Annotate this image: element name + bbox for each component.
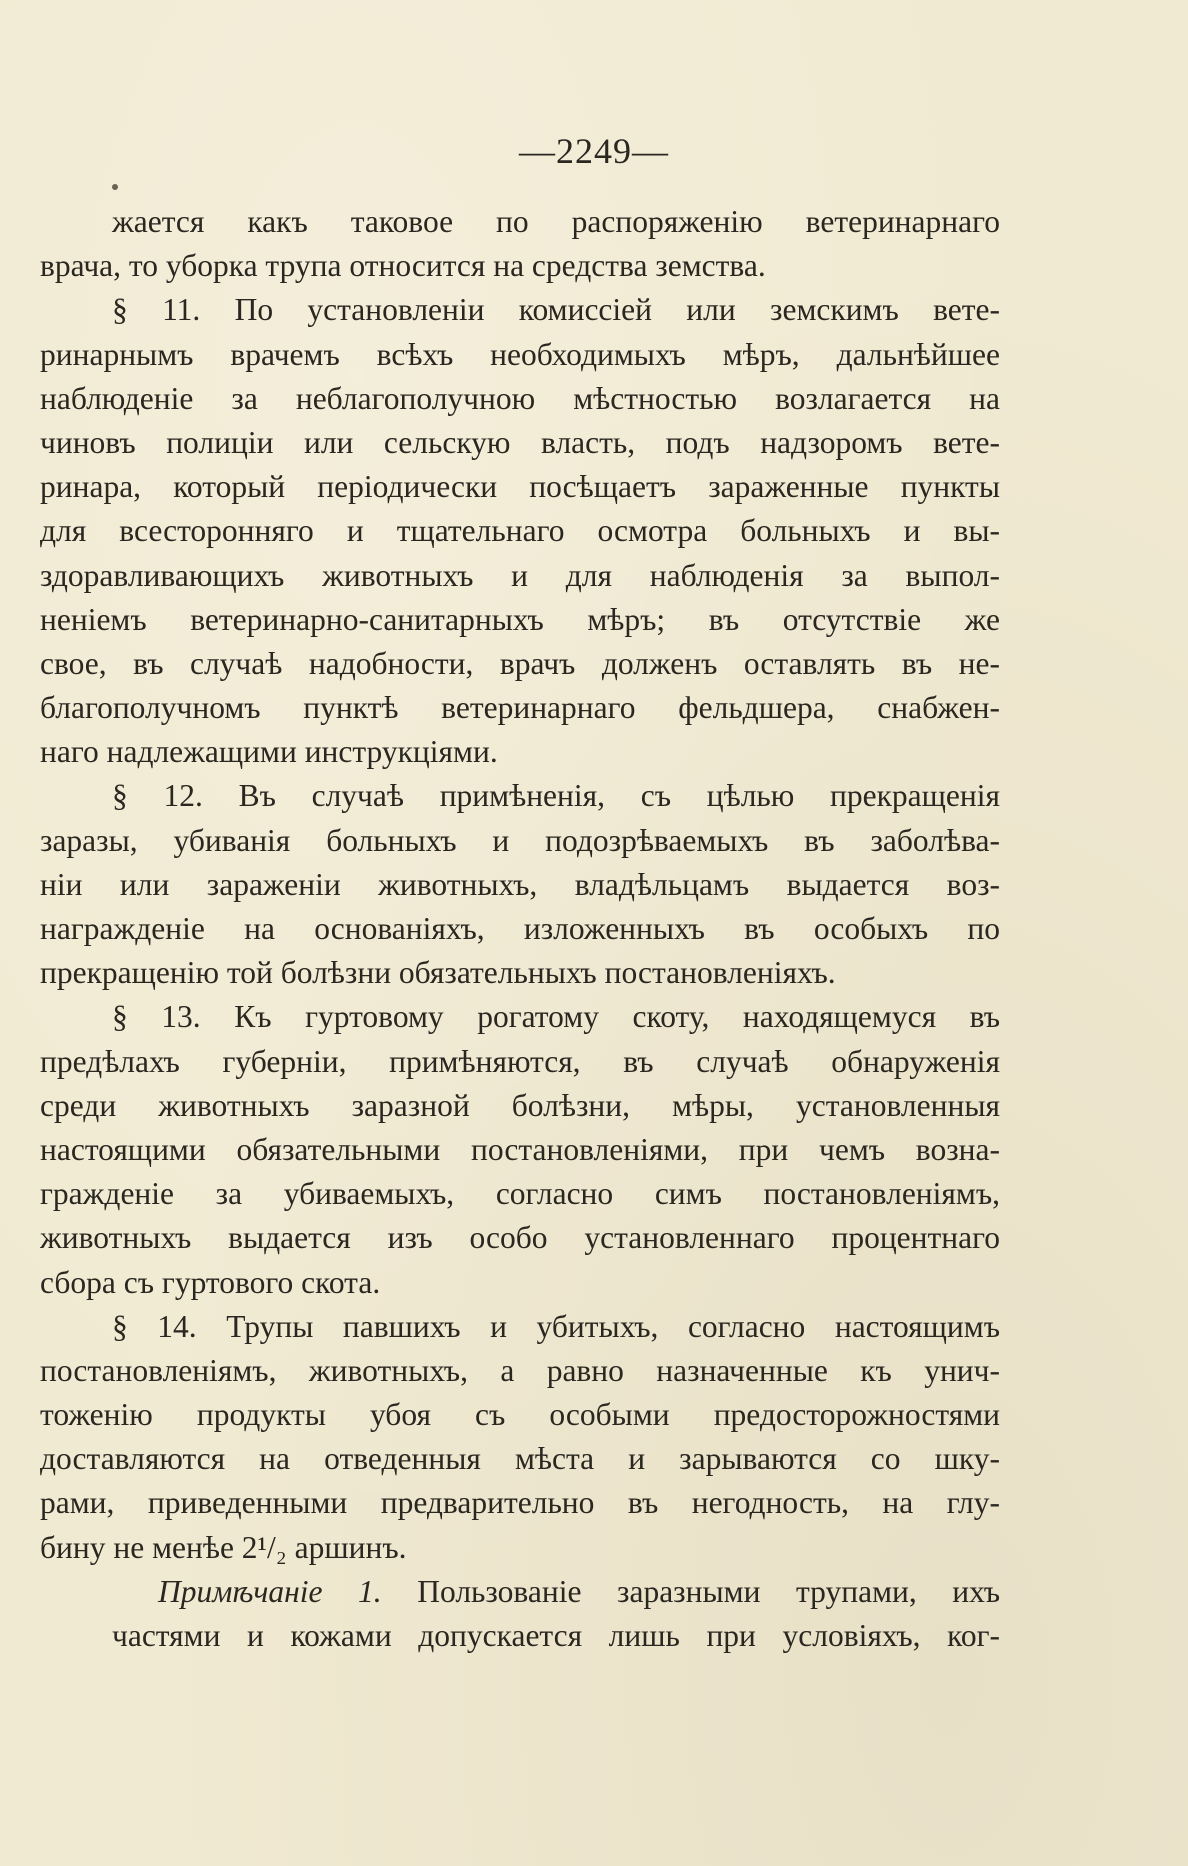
ink-dot-mark bbox=[112, 184, 118, 190]
text-line: наго надлежащими инструкціями. bbox=[40, 734, 498, 770]
text-line: § 11. По установленіи комиссіей или земскимъ вете- bbox=[112, 292, 1000, 328]
text-line: жается какъ таковое по распоряженію ветеринарнаго bbox=[112, 204, 1000, 239]
text-line: прекращенію той болѣзни обязательныхъ постановленіяхъ. bbox=[40, 955, 836, 991]
text-line: гражденіе за убиваемыхъ, согласно симъ постановленіямъ, bbox=[40, 1176, 1000, 1212]
text-line: врача, то уборка трупа относится на средства земства. bbox=[40, 248, 766, 284]
note-line-2: частями и кожами допускается лишь при условіяхъ, ког- bbox=[112, 1618, 1000, 1653]
note-label: Примѣчаніе 1. bbox=[158, 1573, 418, 1609]
text-line: сбора съ гуртового скота. bbox=[40, 1264, 381, 1300]
text-line: § 12. Въ случаѣ примѣненія, съ цѣлью прекращенія bbox=[112, 778, 1000, 814]
text-line: награжденіе на основаніяхъ, изложенныхъ въ особыхъ по bbox=[40, 911, 1000, 946]
text-line: тоженію продукты убоя съ особыми предосторожностями bbox=[40, 1397, 1000, 1433]
text-line: чиновъ полиціи или сельскую власть, подъ надзоромъ вете- bbox=[40, 424, 1000, 460]
text-line: наблюденіе за неблагополучною мѣстностью возлагается на bbox=[40, 380, 1000, 416]
text-line: животныхъ выдается изъ особо установленнаго процентнаго bbox=[40, 1220, 1000, 1256]
text-line: благополучномъ пунктѣ ветеринарнаго фельдшера, снабжен- bbox=[40, 690, 1000, 726]
text-line: бину не менѣе 2¹/₂ аршинъ. bbox=[40, 1529, 407, 1565]
text-line: предѣлахъ губерніи, примѣняются, въ случаѣ обнаруженія bbox=[40, 1043, 1000, 1079]
text-line: § 13. Къ гуртовому рогатому скоту, находящемуся въ bbox=[112, 999, 1000, 1035]
text-line: доставляются на отведенныя мѣста и зарываются со шку- bbox=[40, 1441, 1000, 1477]
text-line: здоравливающихъ животныхъ и для наблюденія за выпол- bbox=[40, 557, 1000, 593]
text-line: ніи или зараженіи животныхъ, владѣльцамъ выдается воз- bbox=[40, 866, 1000, 902]
text-line: среди животныхъ заразной болѣзни, мѣры, установленныя bbox=[40, 1087, 1000, 1123]
text-line: ринара, который періодически посѣщаетъ зараженные пункты bbox=[40, 469, 1000, 505]
body-text bbox=[40, 200, 1000, 1658]
text-line: настоящими обязательными постановленіями, при чемъ возна- bbox=[40, 1131, 1000, 1167]
text-line: § 14. Трупы павшихъ и убитыхъ, согласно настоящимъ bbox=[112, 1308, 1000, 1344]
text-line: ринарнымъ врачемъ всѣхъ необходимыхъ мѣръ, дальнѣйшее bbox=[40, 336, 1000, 372]
text-line: рами, приведенными предварительно въ негодность, на глу- bbox=[40, 1485, 1000, 1521]
note-line-1 bbox=[40, 1570, 1000, 1614]
text-line: постановленіямъ, животныхъ, а равно назначенные къ унич- bbox=[40, 1352, 1000, 1388]
text-line: для всесторонняго и тщательнаго осмотра больныхъ и вы- bbox=[40, 513, 1000, 549]
note-text: Пользованіе заразными трупами, ихъ bbox=[417, 1573, 1000, 1609]
text-line: свое, въ случаѣ надобности, врачъ долженъ оставлять въ не- bbox=[40, 645, 1000, 681]
text-line: неніемъ ветеринарно-санитарныхъ мѣръ; въ отсутствіе же bbox=[40, 601, 1000, 637]
page-number: —2249— bbox=[519, 131, 669, 171]
text-line: заразы, убиванія больныхъ и подозрѣваемыхъ въ заболѣва- bbox=[40, 822, 1000, 858]
